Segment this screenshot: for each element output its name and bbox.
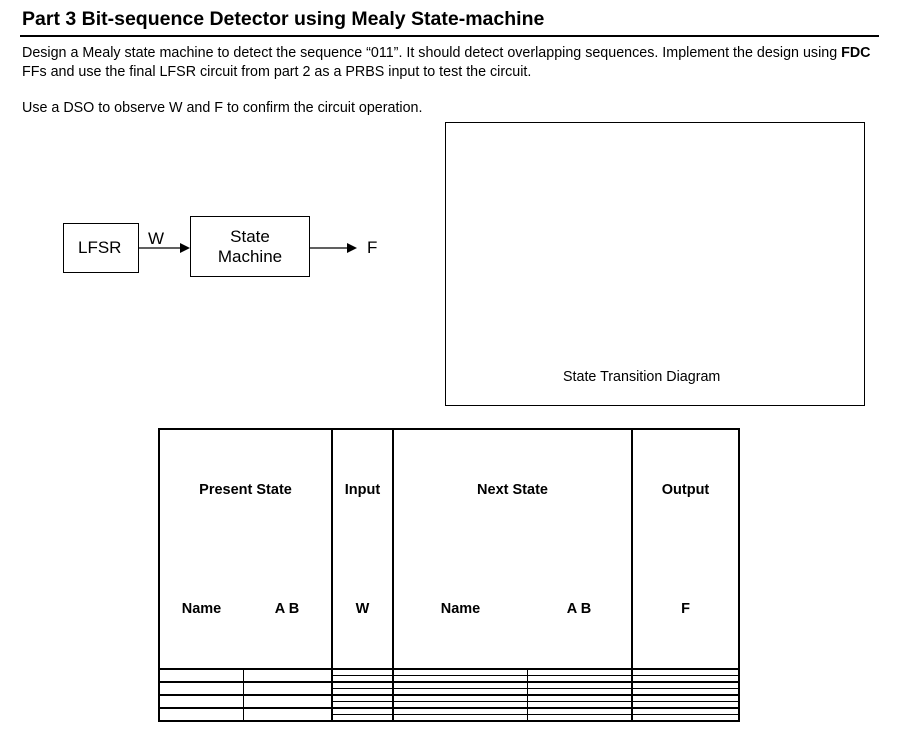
instructions-text-b: FFs and use the final LFSR circuit from part 2 as a PRBS input to test the circuit. <box>22 64 532 80</box>
next-ab-cell <box>527 715 632 721</box>
present-name-header: Name <box>159 549 243 669</box>
input-header: Input <box>332 429 393 549</box>
present-ab-cell <box>243 669 332 682</box>
present-name-cell <box>159 695 243 708</box>
state-table <box>158 428 740 722</box>
next-name-header: Name <box>393 549 527 669</box>
state-machine-label-line2: Machine <box>217 246 283 266</box>
present-ab-header: A B <box>243 549 332 669</box>
output-header: Output <box>632 429 739 549</box>
page-title: Part 3 Bit-sequence Detector using Mealy State-machine <box>22 8 545 30</box>
present-name-cell <box>159 682 243 695</box>
w-signal-label: W <box>148 229 165 248</box>
present-name-cell <box>159 708 243 721</box>
output-f-header: F <box>632 549 739 669</box>
next-state-header: Next State <box>393 429 632 549</box>
f-arrowhead <box>347 243 357 253</box>
instructions-text-a: Design a Mealy state machine to detect the sequence “011”. It should detect overlapping sequences. Implement the design using <box>22 45 842 61</box>
next-name-cell <box>393 715 527 721</box>
state-diagram-caption: State Transition Diagram <box>563 369 721 385</box>
present-ab-cell <box>243 682 332 695</box>
input-w-cell <box>332 715 393 721</box>
state-table-body <box>159 669 739 721</box>
output-f-cell <box>632 715 739 721</box>
present-ab-cell <box>243 695 332 708</box>
w-arrowhead <box>180 243 190 253</box>
input-w-header: W <box>332 549 393 669</box>
lfsr-block <box>63 223 139 273</box>
lfsr-label: LFSR <box>78 238 122 257</box>
present-name-cell <box>159 669 243 682</box>
instructions-ff-type: FDC <box>841 45 871 61</box>
present-state-header: Present State <box>159 429 332 549</box>
dso-instruction: Use a DSO to observe W and F to confirm the circuit operation. <box>22 100 423 116</box>
table-group-header-row <box>159 429 739 549</box>
state-machine-block <box>190 216 310 277</box>
table-sub-header-row <box>159 549 739 669</box>
next-ab-header: A B <box>527 549 632 669</box>
state-diagram-box <box>445 122 865 406</box>
present-ab-cell <box>243 708 332 721</box>
state-machine-label-line1: State <box>230 226 270 246</box>
f-signal-label: F <box>367 238 378 257</box>
